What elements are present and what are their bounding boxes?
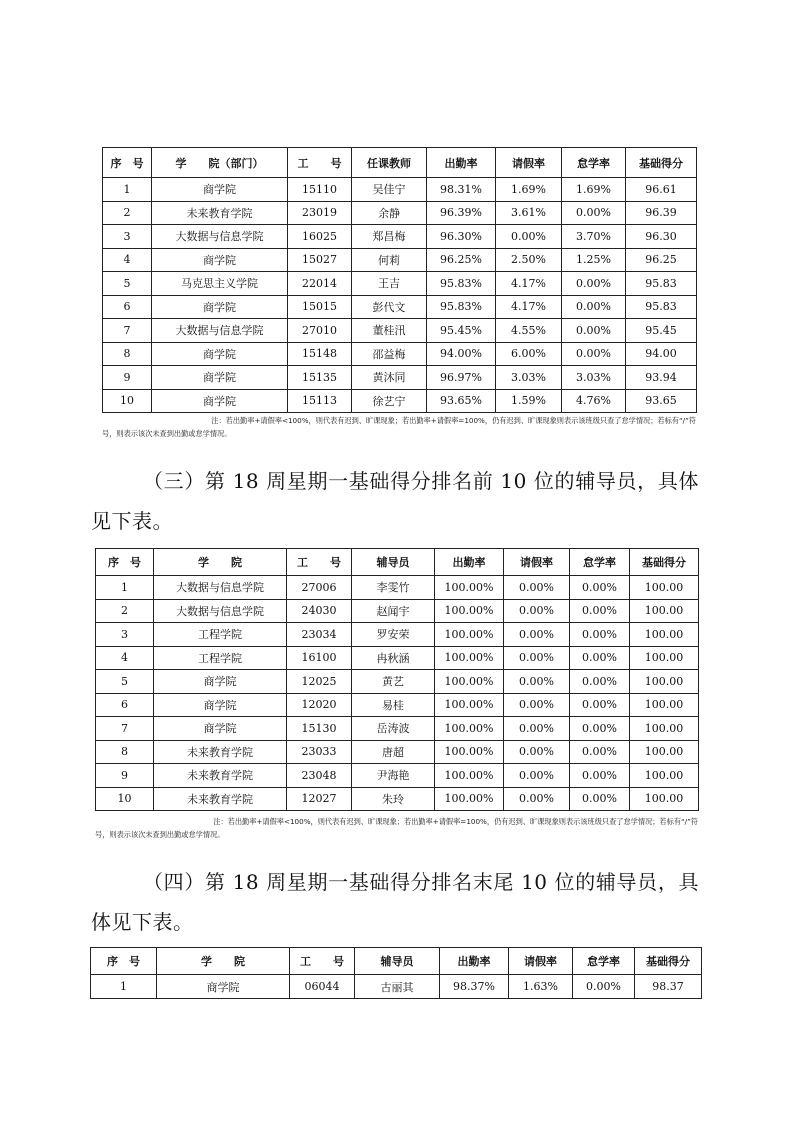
table-cell: 0.00%: [504, 740, 570, 764]
section-heading-3: [91, 461, 699, 541]
table-cell: 94.00: [626, 342, 697, 366]
table-cell: 0.00%: [504, 764, 570, 788]
table-cell: 1: [91, 975, 157, 999]
header-cell: 辅导员: [355, 948, 440, 975]
table-cell: 9: [103, 366, 152, 390]
table-cell: 95.83: [626, 272, 697, 296]
table-cell: 古丽其: [355, 975, 440, 999]
table-cell: 06044: [290, 975, 355, 999]
header-cell: 工 号: [287, 549, 352, 576]
table-cell: 0.00%: [570, 740, 630, 764]
table-cell: 6: [103, 295, 152, 319]
table-cell: 6.00%: [496, 342, 562, 366]
table-cell: 3: [96, 623, 154, 647]
table-cell: 16025: [288, 225, 352, 249]
table-cell: 0.00%: [504, 623, 570, 647]
table-cell: 邵益梅: [352, 342, 427, 366]
table-cell: 罗安荣: [352, 623, 435, 647]
table-cell: 15027: [288, 248, 352, 272]
table-row: [103, 366, 697, 390]
table-cell: 何莉: [352, 248, 427, 272]
table-row: [103, 319, 697, 343]
header-cell: 序 号: [91, 948, 157, 975]
table-cell: 4.17%: [496, 295, 562, 319]
header-cell: 基础得分: [626, 148, 697, 178]
table-cell: 0.00%: [504, 670, 570, 694]
table-cell: 商学院: [154, 670, 287, 694]
table-cell: 10: [103, 389, 152, 413]
table-cell: 95.83%: [427, 272, 496, 296]
table-row: [103, 342, 697, 366]
table-cell: 冉秋涵: [352, 646, 435, 670]
header-cell: 工 号: [290, 948, 355, 975]
header-cell: 出勤率: [435, 549, 504, 576]
table-cell: 0.00%: [496, 225, 562, 249]
table-cell: 马克思主义学院: [152, 272, 288, 296]
table-cell: 100.00%: [435, 717, 504, 741]
table-cell: 3.61%: [496, 201, 562, 225]
table-cell: 商学院: [157, 975, 290, 999]
table-cell: 0.00%: [570, 670, 630, 694]
table-cell: 98.37%: [440, 975, 509, 999]
table-cell: 尹海艳: [352, 764, 435, 788]
header-cell: 序 号: [103, 148, 152, 178]
table-cell: 3: [103, 225, 152, 249]
table-cell: 2: [96, 599, 154, 623]
table-cell: 96.61: [626, 178, 697, 202]
table-cell: 98.37: [635, 975, 702, 999]
header-cell: 辅导员: [352, 549, 435, 576]
table-cell: 0.00%: [570, 576, 630, 600]
table-cell: 0.00%: [562, 295, 626, 319]
header-cell: 请假率: [509, 948, 573, 975]
table-cell: 朱玲: [352, 787, 435, 811]
table-cell: 12025: [287, 670, 352, 694]
table-cell: 96.25%: [427, 248, 496, 272]
table-cell: 16100: [287, 646, 352, 670]
table-cell: 余静: [352, 201, 427, 225]
table-cell: 工程学院: [154, 646, 287, 670]
table-cell: 4: [103, 248, 152, 272]
table-row: [103, 201, 697, 225]
table-cell: 4.55%: [496, 319, 562, 343]
table-cell: 0.00%: [570, 764, 630, 788]
table-cell: 董桂汛: [352, 319, 427, 343]
table-cell: 0.00%: [504, 693, 570, 717]
table-cell: 0.00%: [570, 717, 630, 741]
table-cell: 93.65: [626, 389, 697, 413]
table-cell: 23048: [287, 764, 352, 788]
table-cell: 大数据与信息学院: [152, 225, 288, 249]
table-cell: 8: [96, 740, 154, 764]
heading-line-2: 见下表。: [91, 509, 173, 533]
table-cell: 0.00%: [504, 717, 570, 741]
table-row: [96, 576, 699, 600]
table-cell: 100.00%: [435, 599, 504, 623]
section-heading-4: [91, 862, 699, 942]
table-cell: 95.45%: [427, 319, 496, 343]
table-cell: 唐超: [352, 740, 435, 764]
table-row: [96, 646, 699, 670]
table-row: [103, 295, 697, 319]
table-counselor-bottom10: [90, 947, 702, 999]
table-cell: 0.00%: [562, 201, 626, 225]
table-cell: 23033: [287, 740, 352, 764]
table-cell: 商学院: [152, 342, 288, 366]
note-line-2: 号，则表示该次未查到出勤或怠学情况。: [102, 429, 232, 438]
table-cell: 27010: [288, 319, 352, 343]
table-row: [96, 623, 699, 647]
table-body: [96, 576, 699, 811]
table-row: [96, 717, 699, 741]
table-cell: 0.00%: [562, 319, 626, 343]
header-cell: 怠学率: [573, 948, 635, 975]
table-row: [103, 225, 697, 249]
table-cell: 0.00%: [570, 599, 630, 623]
table-cell: 未来教育学院: [154, 740, 287, 764]
table-cell: 15110: [288, 178, 352, 202]
header-cell: 任课教师: [352, 148, 427, 178]
table-cell: 商学院: [152, 295, 288, 319]
table-cell: 10: [96, 787, 154, 811]
header-cell: 学 院: [157, 948, 290, 975]
table-cell: 96.30%: [427, 225, 496, 249]
header-cell: 怠学率: [570, 549, 630, 576]
table-cell: 0.00%: [504, 646, 570, 670]
table-row: [103, 389, 697, 413]
table-cell: 工程学院: [154, 623, 287, 647]
table-cell: 未来教育学院: [152, 201, 288, 225]
heading-line-1: （三）第 18 周星期一基础得分排名前 10 位的辅导员，具体: [143, 469, 699, 493]
table-cell: 96.97%: [427, 366, 496, 390]
table-cell: 徐艺宁: [352, 389, 427, 413]
table-cell: 100.00: [630, 646, 699, 670]
table-cell: 100.00%: [435, 764, 504, 788]
table-cell: 100.00: [630, 764, 699, 788]
table-cell: 100.00%: [435, 740, 504, 764]
table-cell: 93.65%: [427, 389, 496, 413]
header-cell: 序 号: [96, 549, 154, 576]
table-cell: 未来教育学院: [154, 787, 287, 811]
table-header-row: [96, 549, 699, 576]
table-cell: 0.00%: [570, 623, 630, 647]
table-body: [91, 975, 702, 999]
table-cell: 5: [96, 670, 154, 694]
table-cell: 94.00%: [427, 342, 496, 366]
table-cell: 15130: [287, 717, 352, 741]
table-cell: 5: [103, 272, 152, 296]
table-header-row: [103, 148, 697, 178]
table-cell: 96.25: [626, 248, 697, 272]
table-cell: 8: [103, 342, 152, 366]
table-cell: 3.03%: [562, 366, 626, 390]
table-cell: 郑昌梅: [352, 225, 427, 249]
table-cell: 100.00%: [435, 787, 504, 811]
table-teacher-ranking: [102, 147, 697, 413]
table-cell: 100.00: [630, 599, 699, 623]
table-cell: 0.00%: [504, 576, 570, 600]
note-line-2: 号，则表示该次未查到出勤或怠学情况。: [95, 830, 225, 839]
table-cell: 23019: [288, 201, 352, 225]
table-cell: 2.50%: [496, 248, 562, 272]
table-cell: 未来教育学院: [154, 764, 287, 788]
table-cell: 100.00: [630, 576, 699, 600]
table-cell: 1: [96, 576, 154, 600]
table-cell: 商学院: [152, 389, 288, 413]
table-cell: 12027: [287, 787, 352, 811]
table-cell: 1.69%: [562, 178, 626, 202]
table-cell: 15148: [288, 342, 352, 366]
table-cell: 王吉: [352, 272, 427, 296]
table-cell: 4: [96, 646, 154, 670]
table-cell: 0.00%: [504, 787, 570, 811]
table-cell: 0.00%: [570, 787, 630, 811]
table-cell: 吴佳宁: [352, 178, 427, 202]
table-cell: 100.00%: [435, 693, 504, 717]
table-row: [103, 248, 697, 272]
table-cell: 96.39%: [427, 201, 496, 225]
table-cell: 0.00%: [504, 599, 570, 623]
table-row: [96, 599, 699, 623]
table-cell: 商学院: [152, 178, 288, 202]
table-row: [96, 764, 699, 788]
table-cell: 3.03%: [496, 366, 562, 390]
table-row: [96, 740, 699, 764]
table-cell: 0.00%: [562, 342, 626, 366]
table-note: [95, 815, 698, 841]
table-note: [102, 414, 696, 440]
table-cell: 15135: [288, 366, 352, 390]
table-row: [91, 975, 702, 999]
table-cell: 100.00: [630, 740, 699, 764]
header-cell: 出勤率: [427, 148, 496, 178]
table-cell: 李雯竹: [352, 576, 435, 600]
table-cell: 93.94: [626, 366, 697, 390]
table-cell: 赵闻宇: [352, 599, 435, 623]
table-cell: 商学院: [152, 366, 288, 390]
table-cell: 4.76%: [562, 389, 626, 413]
table-cell: 7: [96, 717, 154, 741]
table-cell: 0.00%: [573, 975, 635, 999]
header-cell: 基础得分: [635, 948, 702, 975]
table-cell: 96.39: [626, 201, 697, 225]
table-cell: 12020: [287, 693, 352, 717]
table-header-row: [91, 948, 702, 975]
table-cell: 2: [103, 201, 152, 225]
table-cell: 1.59%: [496, 389, 562, 413]
header-cell: 请假率: [496, 148, 562, 178]
heading-line-1: （四）第 18 周星期一基础得分排名末尾 10 位的辅导员，具: [143, 870, 699, 894]
table-cell: 商学院: [152, 248, 288, 272]
table-cell: 1: [103, 178, 152, 202]
table-cell: 1.25%: [562, 248, 626, 272]
table-cell: 24030: [287, 599, 352, 623]
table-cell: 0.00%: [570, 646, 630, 670]
table-cell: 98.31%: [427, 178, 496, 202]
table-cell: 6: [96, 693, 154, 717]
table-cell: 100.00%: [435, 623, 504, 647]
table-cell: 黄沐同: [352, 366, 427, 390]
table-cell: 95.45: [626, 319, 697, 343]
table-row: [96, 670, 699, 694]
table-row: [96, 693, 699, 717]
table-cell: 15113: [288, 389, 352, 413]
table-cell: 27006: [287, 576, 352, 600]
table-cell: 95.83: [626, 295, 697, 319]
table-counselor-top10: [95, 548, 699, 811]
table-cell: 15015: [288, 295, 352, 319]
heading-line-2: 体见下表。: [91, 910, 194, 934]
note-line-1: 注：若出勤率+请假率<100%，则代表有迟到、旷课现象；若出勤率+请假率=100%，仍有迟到、旷课现象则表示该班级只查了怠学情况；若标有“/”符: [213, 817, 698, 826]
table-cell: 大数据与信息学院: [154, 599, 287, 623]
table-cell: 商学院: [154, 717, 287, 741]
table-row: [96, 787, 699, 811]
table-cell: 96.30: [626, 225, 697, 249]
table-cell: 22014: [288, 272, 352, 296]
table-cell: 彭代文: [352, 295, 427, 319]
table-cell: 100.00%: [435, 646, 504, 670]
table-row: [103, 178, 697, 202]
table-cell: 商学院: [154, 693, 287, 717]
table-cell: 95.83%: [427, 295, 496, 319]
table-cell: 0.00%: [562, 272, 626, 296]
table-cell: 100.00: [630, 787, 699, 811]
table-cell: 3.70%: [562, 225, 626, 249]
table-cell: 23034: [287, 623, 352, 647]
table-cell: 1.63%: [509, 975, 573, 999]
table-cell: 易桂: [352, 693, 435, 717]
header-cell: 基础得分: [630, 549, 699, 576]
header-cell: 请假率: [504, 549, 570, 576]
table-cell: 100.00: [630, 623, 699, 647]
header-cell: 工 号: [288, 148, 352, 178]
note-line-1: 注：若出勤率+请假率<100%，则代表有迟到、旷课现象；若出勤率+请假率=100%，仍有迟到、旷课现象则表示该班级只查了怠学情况；若标有“/”符: [211, 416, 696, 425]
table-cell: 100.00: [630, 670, 699, 694]
table-cell: 100.00: [630, 717, 699, 741]
table-cell: 4.17%: [496, 272, 562, 296]
table-cell: 大数据与信息学院: [152, 319, 288, 343]
table-row: [103, 272, 697, 296]
table-cell: 9: [96, 764, 154, 788]
table-cell: 7: [103, 319, 152, 343]
header-cell: 出勤率: [440, 948, 509, 975]
table-cell: 1.69%: [496, 178, 562, 202]
table-cell: 100.00%: [435, 670, 504, 694]
table-cell: 0.00%: [570, 693, 630, 717]
header-cell: 学 院（部门）: [152, 148, 288, 178]
table-cell: 岳涛波: [352, 717, 435, 741]
table-cell: 100.00: [630, 693, 699, 717]
table-body: [103, 178, 697, 413]
table-cell: 大数据与信息学院: [154, 576, 287, 600]
table-cell: 100.00%: [435, 576, 504, 600]
table-cell: 黄艺: [352, 670, 435, 694]
header-cell: 怠学率: [562, 148, 626, 178]
header-cell: 学 院: [154, 549, 287, 576]
